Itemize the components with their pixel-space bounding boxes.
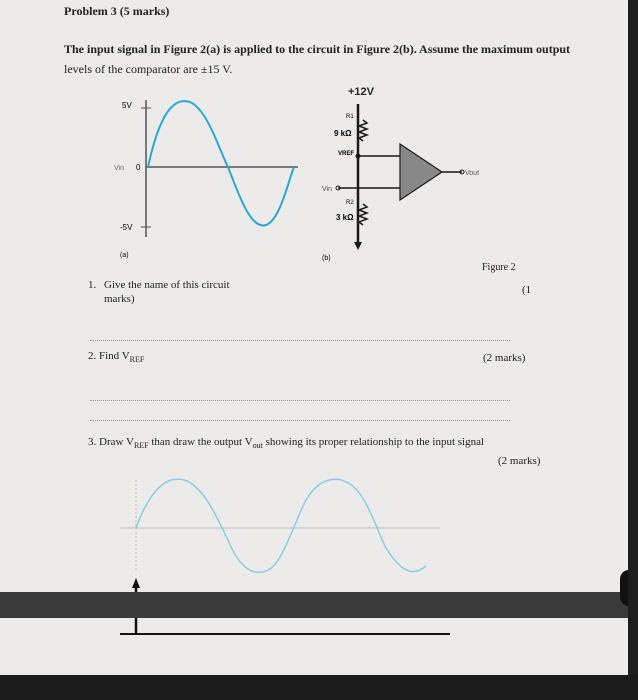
figure-a-sine-plot (108, 92, 308, 259)
r1-value: 9 kΩ (334, 129, 352, 138)
supply-voltage-label: +12V (348, 86, 374, 98)
question-3-marks: (2 marks) (498, 455, 541, 467)
figure-a-minus5v-label: -5V (120, 223, 133, 232)
figure-a-vin-label: Vin (114, 165, 124, 172)
dark-overlay-band (0, 592, 628, 618)
question-2-marks: (2 marks) (483, 352, 526, 364)
question-3-sub-b: out (252, 441, 263, 451)
intro-line-2: levels of the comparator are ±15 V. (64, 62, 233, 76)
question-3-part-b: than draw the output V (148, 436, 253, 448)
question-2-number: 2. (88, 350, 97, 362)
figure-b-vin-label: Vin (322, 186, 332, 193)
vout-label: Vout (465, 170, 480, 177)
r2-value: 3 kΩ (336, 213, 354, 222)
figure-b-caption: (b) (322, 255, 331, 262)
answer-line (90, 400, 510, 401)
intro-line-1: The input signal in Figure 2(a) is applied to the circuit in Figure 2(b). Assume the maximum output (64, 42, 571, 56)
r1-name: R1 (346, 114, 354, 120)
figure-b-circuit (300, 96, 500, 266)
question-1-text-cont: marks) (104, 293, 135, 305)
figure-2-label: Figure 2 (482, 262, 516, 273)
question-2-label: Find V (99, 350, 130, 362)
bottom-dark-bar (0, 675, 638, 700)
question-3-sub-a: REF (133, 441, 149, 451)
question-2-sub: REF (129, 355, 145, 365)
question-1-marks: (1 (522, 284, 532, 296)
question-1-text: Give the name of this circuit (104, 279, 230, 291)
figure-a-caption: (a) (120, 252, 129, 259)
window-edge (628, 0, 638, 700)
answer-line (90, 420, 510, 421)
problem-heading: Problem 3 (5 marks) (64, 4, 170, 18)
question-1-number: 1. (88, 279, 97, 291)
question-3-number: 3. (88, 436, 97, 448)
question-3-sine-plot (110, 470, 530, 670)
figure-a-zero-label: 0 (136, 163, 141, 172)
question-3-text (88, 436, 484, 450)
r2-name: R2 (346, 200, 354, 206)
question-3-part-c: showing its proper relationship to the input signal (262, 436, 485, 448)
figure-a-5v-label: 5V (122, 101, 132, 110)
question-2-text (88, 350, 144, 364)
vref-label: VREF (338, 151, 355, 157)
answer-line (90, 340, 510, 341)
question-3-part-a: Draw V (99, 436, 134, 448)
